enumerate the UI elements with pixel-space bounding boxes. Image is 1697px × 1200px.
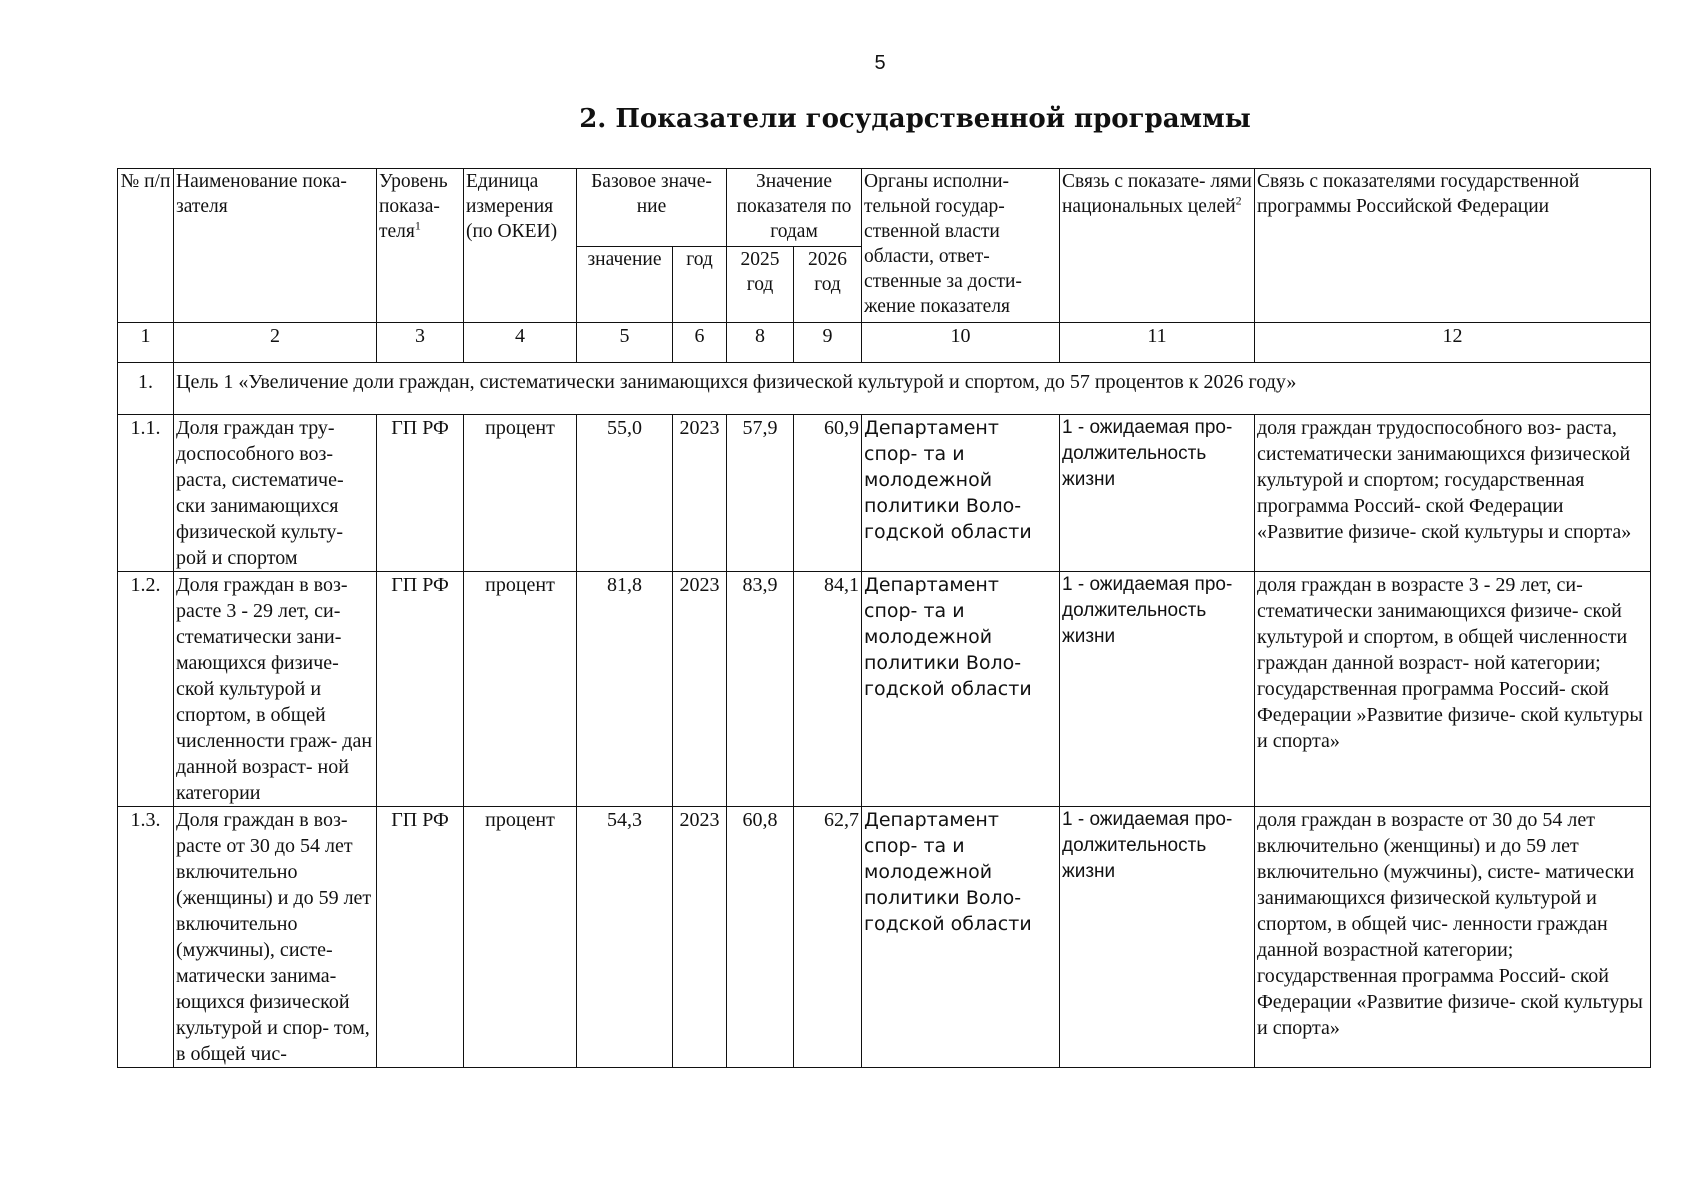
row-number: 1.2. <box>118 572 174 807</box>
indicator-unit: процент <box>464 415 577 572</box>
indicator-name: Доля граждан в воз- расте от 30 до 54 лет включительно (женщины) и до 59 лет включительно (мужчины), систе- матически занима- ющихся физической культурой и спор- том, в общей чис- <box>174 807 377 1068</box>
header-base: Базовое значе- ние <box>577 169 727 247</box>
federal-program-link: доля граждан трудоспособного воз- раста, систематически занимающихся физической культурой и спортом; государственная программа Россий- ской Федерации «Развитие физиче- ской культуры и спорта» <box>1255 415 1651 572</box>
national-goal-link: 1 - ожидаемая про- должительность жизни <box>1060 572 1255 807</box>
header-unit: Единица измерения (по ОКЕИ) <box>464 169 577 323</box>
federal-program-link: доля граждан в возрасте 3 - 29 лет, си- стематически занимающихся физиче- ской культурой и спортом, в общей численности граждан данной возраст- ной категории; государственная программа Россий- ской Федерации »Развитие физиче- ской культуры и спорта» <box>1255 572 1651 807</box>
base-value: 81,8 <box>577 572 673 807</box>
footnote-2-marker: 2 <box>1235 193 1242 208</box>
indicator-level: ГП РФ <box>377 572 464 807</box>
table-row <box>118 807 1651 1068</box>
base-year: 2023 <box>673 415 727 572</box>
indicator-unit: процент <box>464 572 577 807</box>
value-2025: 60,8 <box>727 807 794 1068</box>
value-2026: 62,7 <box>794 807 862 1068</box>
indicator-level: ГП РФ <box>377 807 464 1068</box>
header-yearly: Значение показателя по годам <box>727 169 862 247</box>
value-2026: 84,1 <box>794 572 862 807</box>
base-year: 2023 <box>673 572 727 807</box>
column-number: 12 <box>1255 323 1651 363</box>
column-number: 1 <box>118 323 174 363</box>
header-national <box>1060 169 1255 323</box>
header-name: Наименование пока- зателя <box>174 169 377 323</box>
federal-program-link: доля граждан в возрасте от 30 до 54 лет включительно (женщины) и до 59 лет включительно (мужчины), систе- матически занимающихся физической культурой и спортом, в общей чис- ленности граждан данной возрастной категории; государственная программа Россий- ской Федерации «Развитие физиче- ской культуры и спорта» <box>1255 807 1651 1068</box>
goal-text: Цель 1 «Увеличение доли граждан, систематически занимающихся физической культурой и спортом, до 57 процентов к 2026 году» <box>174 363 1651 415</box>
indicator-level: ГП РФ <box>377 415 464 572</box>
goal-number: 1. <box>118 363 174 415</box>
responsible-authority: Департамент спор- та и молодежной политики Воло- годской области <box>862 415 1060 572</box>
national-goal-link: 1 - ожидаемая про- должительность жизни <box>1060 415 1255 572</box>
base-year: 2023 <box>673 807 727 1068</box>
column-number: 8 <box>727 323 794 363</box>
responsible-authority: Департамент спор- та и молодежной политики Воло- годской области <box>862 572 1060 807</box>
indicator-name: Доля граждан в воз- расте 3 - 29 лет, си- стематически зани- мающихся физиче- ской культурой и спортом, в общей численности граж- дан данной возраст- ной категории <box>174 572 377 807</box>
header-level-text: Уровень показа- теля <box>379 171 448 242</box>
table-row <box>118 415 1651 572</box>
national-goal-link: 1 - ожидаемая про- должительность жизни <box>1060 807 1255 1068</box>
column-number: 2 <box>174 323 377 363</box>
column-number-row <box>118 323 1651 363</box>
footnote-1-marker: 1 <box>414 218 421 233</box>
indicators-table <box>117 168 1651 1068</box>
header-num: № п/п <box>118 169 174 323</box>
row-number: 1.1. <box>118 415 174 572</box>
header-2026: 2026 год <box>794 247 862 323</box>
row-number: 1.3. <box>118 807 174 1068</box>
column-number: 5 <box>577 323 673 363</box>
value-2025: 83,9 <box>727 572 794 807</box>
base-value: 55,0 <box>577 415 673 572</box>
header-base-year: год <box>673 247 727 323</box>
header-base-value: значение <box>577 247 673 323</box>
header-authority: Органы исполни- тельной государ- ственной власти области, ответ- ственные за дости- жение показателя <box>862 169 1060 323</box>
column-number: 3 <box>377 323 464 363</box>
page-title: 2. Показатели государственной программы <box>579 104 1251 134</box>
indicator-name: Доля граждан тру- доспособного воз- раста, систематиче- ски занимающихся физической культу- рой и спортом <box>174 415 377 572</box>
column-number: 10 <box>862 323 1060 363</box>
column-number: 9 <box>794 323 862 363</box>
header-row-1 <box>118 169 1651 247</box>
header-level <box>377 169 464 323</box>
header-national-text: Связь с показате- лями национальных целей <box>1062 171 1252 217</box>
header-2025: 2025 год <box>727 247 794 323</box>
value-2026: 60,9 <box>794 415 862 572</box>
goal-row <box>118 363 1651 415</box>
base-value: 54,3 <box>577 807 673 1068</box>
responsible-authority: Департамент спор- та и молодежной политики Воло- годской области <box>862 807 1060 1068</box>
column-number: 6 <box>673 323 727 363</box>
indicator-unit: процент <box>464 807 577 1068</box>
header-federal: Связь с показателями государственной программы Российской Федерации <box>1255 169 1651 323</box>
value-2025: 57,9 <box>727 415 794 572</box>
page-number: 5 <box>874 52 886 74</box>
table-row <box>118 572 1651 807</box>
column-number: 4 <box>464 323 577 363</box>
column-number: 11 <box>1060 323 1255 363</box>
